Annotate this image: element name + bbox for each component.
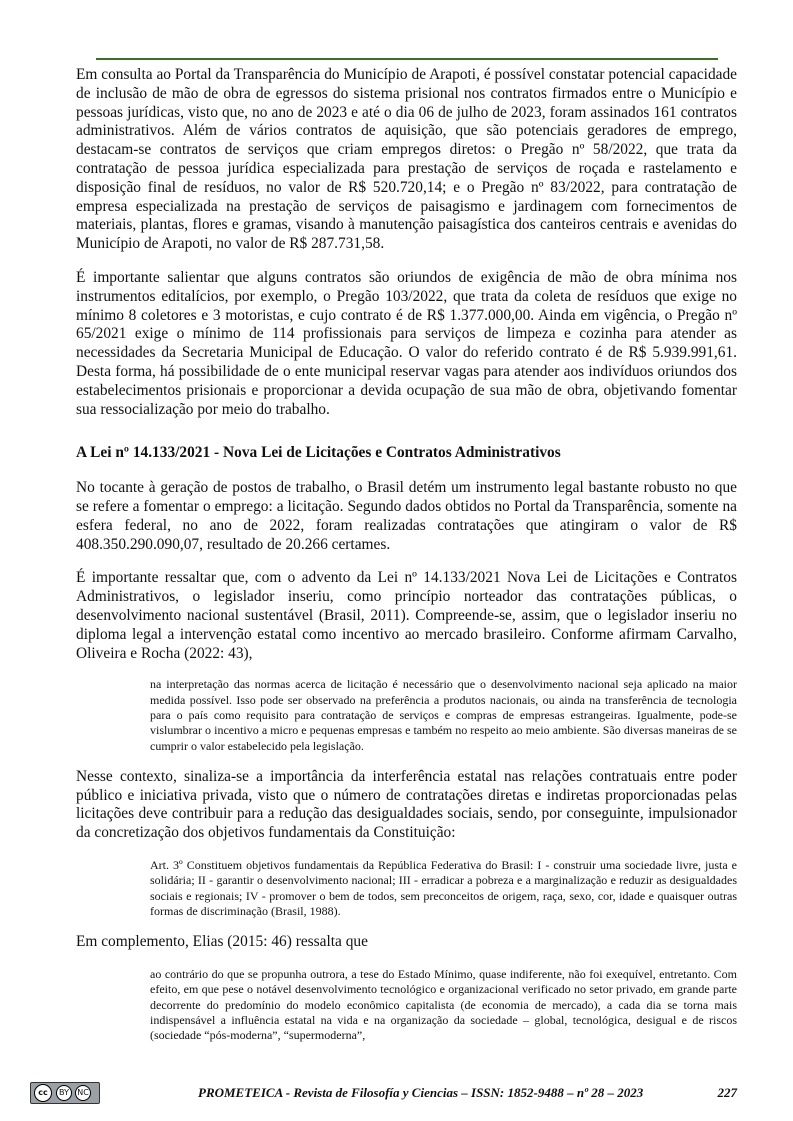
page-footer xyxy=(30,1082,737,1106)
header-rule xyxy=(96,58,718,60)
page-number: 227 xyxy=(717,1085,737,1100)
creative-commons-license-icon[interactable] xyxy=(30,1082,100,1104)
body-paragraph: É importante salientar que alguns contratos são oriundos de exigência de mão de obra mínima nos instrumentos editalícios, por exemplo, o Pregão 103/2022, que trata da coleta de resíduos que exige no mínimo 8 coletores e 3 motoristas, e cujo contrato é de R$ 1.377.000,00. Ainda em vigência, o Pregão nº 65/2021 exige o mínimo de 114 profissionais para serviços de limpeza e cozinha para atender as necessidades da Secretaria Municipal de Educação. O valor do referido contrato é de R$ 5.939.991,61. Desta forma, há possibilidade de o ente municipal reservar vagas para atender aos indivíduos oriundos dos estabelecimentos prisionais e proporcionar a devida ocupação de sua mão de obra, objetivando fomentar sua ressocialização por meio do trabalho. xyxy=(76,268,737,418)
body-paragraph: É importante ressaltar que, com o advento da Lei nº 14.133/2021 Nova Lei de Licitações e Contratos Administrativos, o legislador inseriu, como princípio norteador das contratações públicas, o desenvolvimento nacional sustentável (Brasil, 2011). Compreende-se, assim, que o legislador inseriu no diploma legal a intervenção estatal como incentivo ao mercado brasileiro. Conforme afirmam Carvalho, Oliveira e Rocha (2022: 43), xyxy=(76,569,737,662)
attribution-icon: BY xyxy=(56,1085,72,1101)
block-quote: ao contrário do que se propunha outrora, a tese do Estado Mínimo, quase indiferente, não foi exequível, entretanto. Com efeito, em que pese o notável desenvolvimento tecnológico e organizacional verificado no setor privado, em grande parte decorrente do predomínio do modelo econômico capitalista (de economia de mercado), a cada dia se torna mais indispensável a influência estatal na vida e na organização da sociedade – global, tecnológica, desigual e de riscos (sociedade “pós-moderna”, “supermoderna”, xyxy=(150,966,737,1043)
page-body xyxy=(76,66,737,1043)
block-quote: Art. 3º Constituem objetivos fundamentais da República Federativa do Brasil: I - construir uma sociedade livre, justa e solidária; II - garantir o desenvolvimento nacional; III - erradicar a pobreza e a marginalização e reduzir as desigualdades sociais e regionais; IV - promover o bem de todos, sem preconceitos de origem, raça, sexo, cor, idade e quaisquer outras formas de discriminação (Brasil, 1988). xyxy=(150,857,737,918)
body-paragraph: Nesse contexto, sinaliza-se a importância da interferência estatal nas relações contratuais entre poder público e iniciativa privada, visto que o número de contratações diretas e indiretas proporcionadas pelas licitações deve contribuir para a redução das desigualdades sociais, sendo, por conseguinte, impulsionador da concretização dos objetivos fundamentais da Constituição: xyxy=(76,767,737,842)
block-quote: na interpretação das normas acerca de licitação é necessário que o desenvolvimento nacional seja aplicado na maior medida possível. Isso pode ser observado na preferência a produtos nacionais, ou ainda na transferência de tecnologia para o país como requisito para contratação de serviços e compras de empresas estrangeiras. Igualmente, pode-se vislumbrar o incentivo a micro e pequenas empresas e também no respeito ao meio ambiente. São diversas maneiras de se cumprir o valor estabelecido pela legislação. xyxy=(150,677,737,753)
section-heading: A Lei nº 14.133/2021 - Nova Lei de Licitações e Contratos Administrativos xyxy=(76,444,561,462)
body-paragraph: Em consulta ao Portal da Transparência do Município de Arapoti, é possível constatar potencial capacidade de inclusão de mão de obra de egressos do sistema prisional nos contratos firmados entre o Município e pessoas jurídicas, visto que, no ano de 2023 e até o dia 06 de julho de 2023, foram assinados 161 contratos administrativos. Além de vários contratos de aquisição, que são potenciais geradores de emprego, destacam-se contratos de serviços que criam empregos diretos: o Pregão nº 58/2022, que trata da contratação de pessoa jurídica especializada para prestação de serviços de roçada e rastelamento e disposição final de resíduos, no valor de R$ 520.720,14; e o Pregão nº 83/2022, para contratação de empresa especializada na prestação de serviços de paisagismo e jardinagem com fornecimentos de materiais, plantas, flores e gramas, visando à manutenção paisagística dos canteiros centrais e avenidas do Município de Arapoti, no valor de R$ 287.731,58. xyxy=(76,66,737,253)
journal-citation: PROMETEICA - Revista de Filosofía y Ciencias – ISSN: 1852-9488 – nº 28 – 2023 xyxy=(198,1085,644,1100)
noncommercial-icon: NC xyxy=(75,1085,91,1101)
body-paragraph: Em complemento, Elias (2015: 46) ressalta que xyxy=(76,933,368,951)
cc-icon: cc xyxy=(34,1084,52,1102)
body-paragraph: No tocante à geração de postos de trabalho, o Brasil detém um instrumento legal bastante robusto no que se refere a fomentar o emprego: a licitação. Segundo dados obtidos no Portal da Transparência, somente na esfera federal, no ano de 2022, foram realizadas contratações que atingiram o valor de R$ 408.350.290.090,07, resultado de 20.266 certames. xyxy=(76,479,737,553)
